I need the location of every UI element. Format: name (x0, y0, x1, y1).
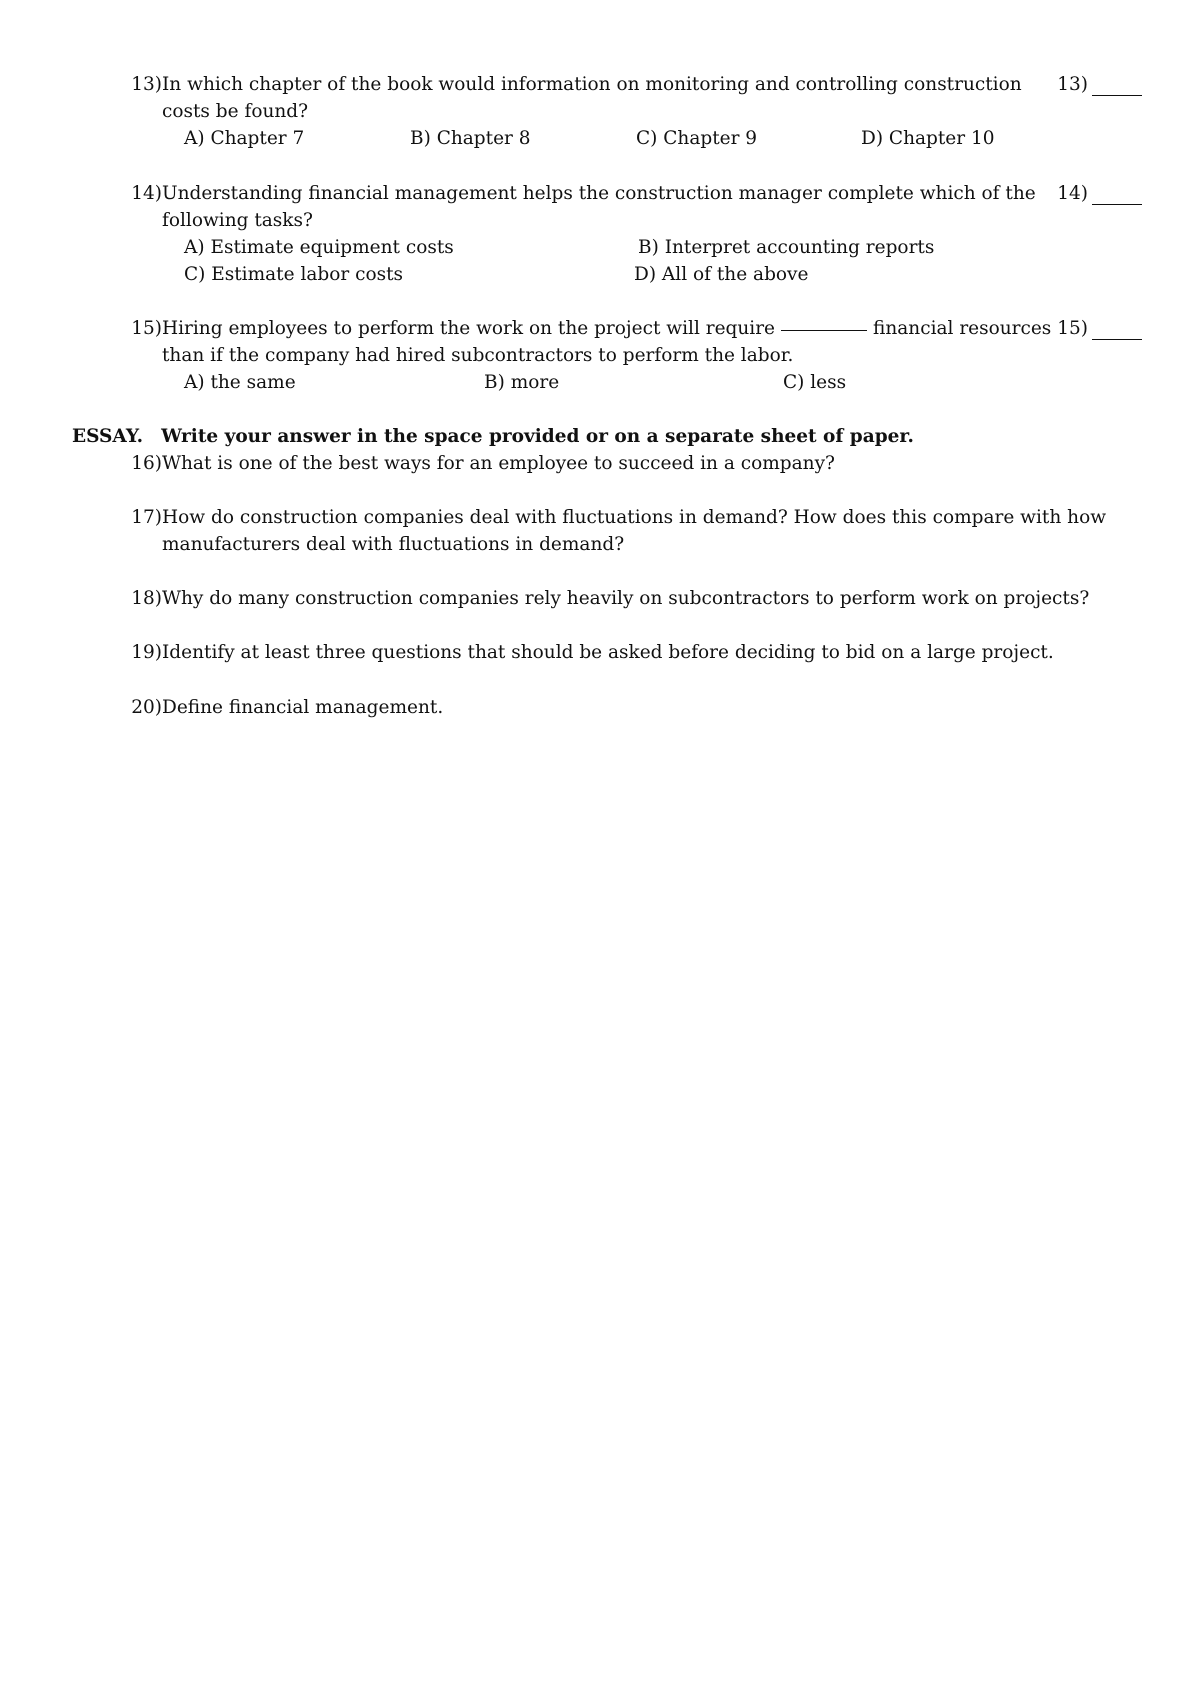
question-stem-after-blank: financial resources (873, 318, 1052, 339)
answer-label: 13) (1057, 74, 1088, 95)
essay-question-18 (130, 588, 1170, 614)
answer-label: 15) (1057, 318, 1088, 339)
question-stem-continued: costs be found? (162, 101, 309, 122)
question-stem: Define financial management. (162, 697, 444, 718)
essay-label: ESSAY. (72, 426, 144, 447)
question-stem: Why do many construction companies rely heavily on subcontractors to perform work on projects? (162, 588, 1090, 609)
essay-question-16 (130, 453, 1170, 479)
question-stem-before-blank: Hiring employees to perform the work on the project will require (162, 318, 776, 339)
option-c: C) less (783, 372, 847, 393)
question-stem-continued: than if the company had hired subcontractors to perform the labor. (162, 345, 794, 366)
option-a: A) Chapter 7 (184, 128, 305, 149)
answer-blank[interactable] (1092, 94, 1142, 96)
option-b: B) more (484, 372, 560, 393)
option-c: C) Chapter 9 (636, 128, 758, 149)
essay-question-17 (130, 507, 1170, 559)
answer-blank[interactable] (1092, 203, 1142, 205)
question-number: 14) (131, 183, 162, 204)
essay-section-heading (72, 426, 914, 447)
question-stem: What is one of the best ways for an employee to succeed in a company? (162, 453, 835, 474)
question-13 (130, 74, 1170, 154)
question-14 (130, 183, 1170, 293)
question-number: 15) (131, 318, 162, 339)
essay-instruction: Write your answer in the space provided or on a separate sheet of paper. (161, 426, 914, 447)
essay-question-19 (130, 642, 1170, 668)
question-number: 20) (131, 697, 162, 718)
question-stem: How do construction companies deal with fluctuations in demand? How does this compare with how (162, 507, 1107, 528)
option-b: B) Chapter 8 (410, 128, 531, 149)
option-a: A) Estimate equipment costs (184, 237, 454, 258)
fill-in-blank (781, 329, 867, 331)
question-number: 16) (131, 453, 162, 474)
question-number: 17) (131, 507, 162, 528)
question-stem: Understanding financial management helps the construction manager complete which of the (162, 183, 1036, 204)
answer-label: 14) (1057, 183, 1088, 204)
option-d: D) All of the above (634, 264, 809, 285)
question-stem: Identify at least three questions that should be asked before deciding to bid on a large project. (162, 642, 1054, 663)
question-number: 13) (131, 74, 162, 95)
question-number: 18) (131, 588, 162, 609)
question-stem (162, 318, 1051, 339)
answer-blank[interactable] (1092, 338, 1142, 340)
option-c: C) Estimate labor costs (184, 264, 404, 285)
question-number: 19) (131, 642, 162, 663)
question-15 (130, 318, 1170, 398)
option-b: B) Interpret accounting reports (638, 237, 935, 258)
essay-question-20 (130, 697, 1170, 723)
question-stem-continued: manufacturers deal with fluctuations in demand? (162, 534, 625, 555)
question-stem: In which chapter of the book would information on monitoring and controlling construction (162, 74, 1022, 95)
option-d: D) Chapter 10 (861, 128, 995, 149)
option-a: A) the same (184, 372, 296, 393)
question-stem-continued: following tasks? (162, 210, 313, 231)
